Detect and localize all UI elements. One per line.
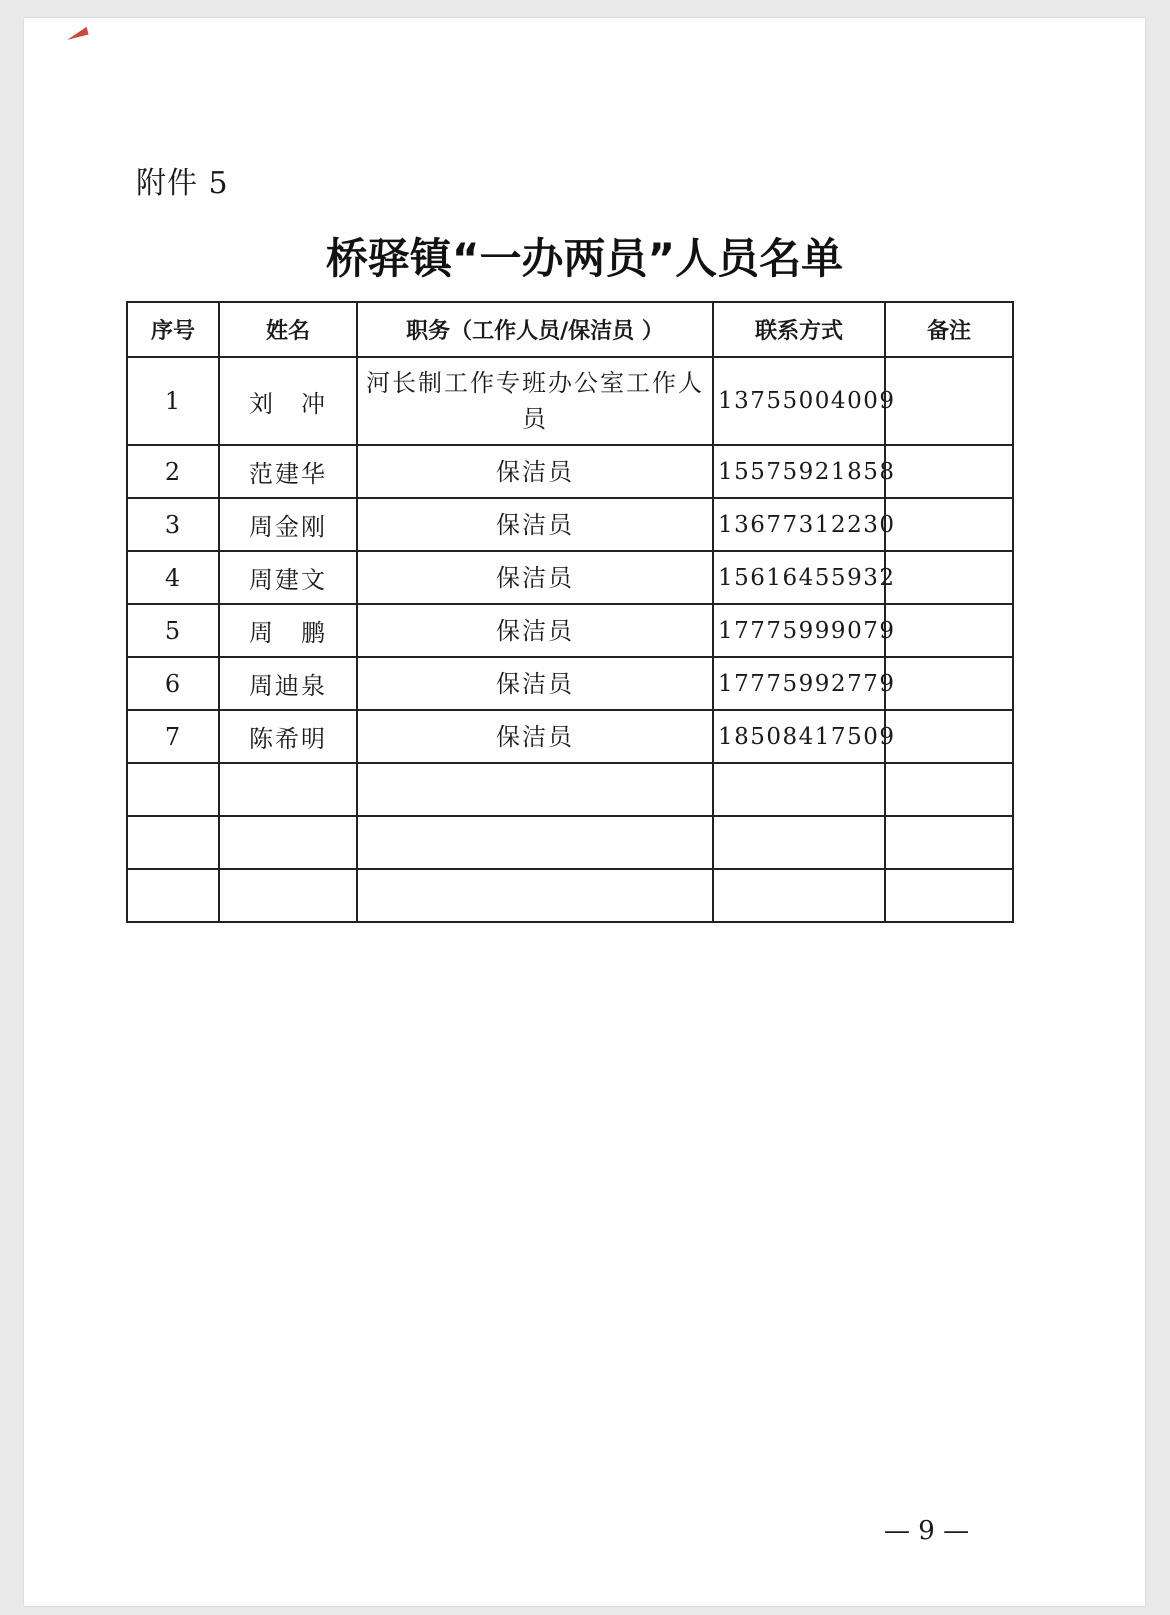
- cell-note: [885, 604, 1013, 657]
- table-row-empty: [127, 869, 1013, 922]
- cell-name: 周金刚: [219, 498, 357, 551]
- cell-no: [127, 816, 219, 869]
- cell-duty: 保洁员: [357, 551, 713, 604]
- cell-phone: 15616455932: [713, 551, 885, 604]
- cell-no: 7: [127, 710, 219, 763]
- table-row: [127, 657, 1013, 710]
- cell-no: [127, 763, 219, 816]
- table-row: [127, 445, 1013, 498]
- header-name: 姓名: [219, 302, 357, 357]
- cell-name: 范建华: [219, 445, 357, 498]
- document-title: 桥驿镇“一办两员”人员名单: [325, 234, 844, 283]
- table-header-row: [127, 302, 1013, 357]
- cell-no: 6: [127, 657, 219, 710]
- table-row-empty: [127, 816, 1013, 869]
- cell-note: [885, 710, 1013, 763]
- cell-name: 陈希明: [219, 710, 357, 763]
- table-row: [127, 551, 1013, 604]
- cell-no: 4: [127, 551, 219, 604]
- table-row: [127, 604, 1013, 657]
- table-row-empty: [127, 763, 1013, 816]
- cell-phone: 18508417509: [713, 710, 885, 763]
- cell-phone: 15575921858: [713, 445, 885, 498]
- cell-phone: 17775992779: [713, 657, 885, 710]
- cell-phone: [713, 869, 885, 922]
- cell-no: 5: [127, 604, 219, 657]
- cell-duty: 保洁员: [357, 445, 713, 498]
- cell-no: 1: [127, 357, 219, 445]
- cell-phone: [713, 763, 885, 816]
- cell-note: [885, 657, 1013, 710]
- cell-duty: 保洁员: [357, 657, 713, 710]
- cell-note: [885, 357, 1013, 445]
- cell-phone: [713, 816, 885, 869]
- cell-name: 刘 冲: [219, 357, 357, 445]
- cell-name: 周 鹏: [219, 604, 357, 657]
- cell-note: [885, 498, 1013, 551]
- cell-note: [885, 869, 1013, 922]
- cell-note: [885, 445, 1013, 498]
- attachment-label: 附件 5: [136, 166, 229, 201]
- header-no: 序号: [127, 302, 219, 357]
- cell-name: 周迪泉: [219, 657, 357, 710]
- cell-duty: 河长制工作专班办公室工作人员: [357, 357, 713, 445]
- cell-phone: 13677312230: [713, 498, 885, 551]
- cell-note: [885, 763, 1013, 816]
- cell-name: [219, 816, 357, 869]
- header-note: 备注: [885, 302, 1013, 357]
- header-phone: 联系方式: [713, 302, 885, 357]
- cell-duty: 保洁员: [357, 498, 713, 551]
- cell-name: 周建文: [219, 551, 357, 604]
- cell-duty: 保洁员: [357, 710, 713, 763]
- table-row: [127, 710, 1013, 763]
- cell-name: [219, 869, 357, 922]
- cell-no: 3: [127, 498, 219, 551]
- cell-note: [885, 551, 1013, 604]
- personnel-table: [126, 301, 1014, 923]
- cell-phone: 13755004009: [713, 357, 885, 445]
- red-corner-mark: [59, 27, 88, 42]
- cell-note: [885, 816, 1013, 869]
- cell-duty: [357, 869, 713, 922]
- document-page: [24, 18, 1145, 1606]
- cell-no: 2: [127, 445, 219, 498]
- cell-name: [219, 763, 357, 816]
- cell-duty: [357, 816, 713, 869]
- table-row: [127, 357, 1013, 445]
- cell-duty: [357, 763, 713, 816]
- cell-phone: 17775999079: [713, 604, 885, 657]
- cell-no: [127, 869, 219, 922]
- header-duty: 职务（工作人员/保洁员 ）: [357, 302, 713, 357]
- page-number: — 9 —: [884, 1516, 970, 1546]
- table-row: [127, 498, 1013, 551]
- cell-duty: 保洁员: [357, 604, 713, 657]
